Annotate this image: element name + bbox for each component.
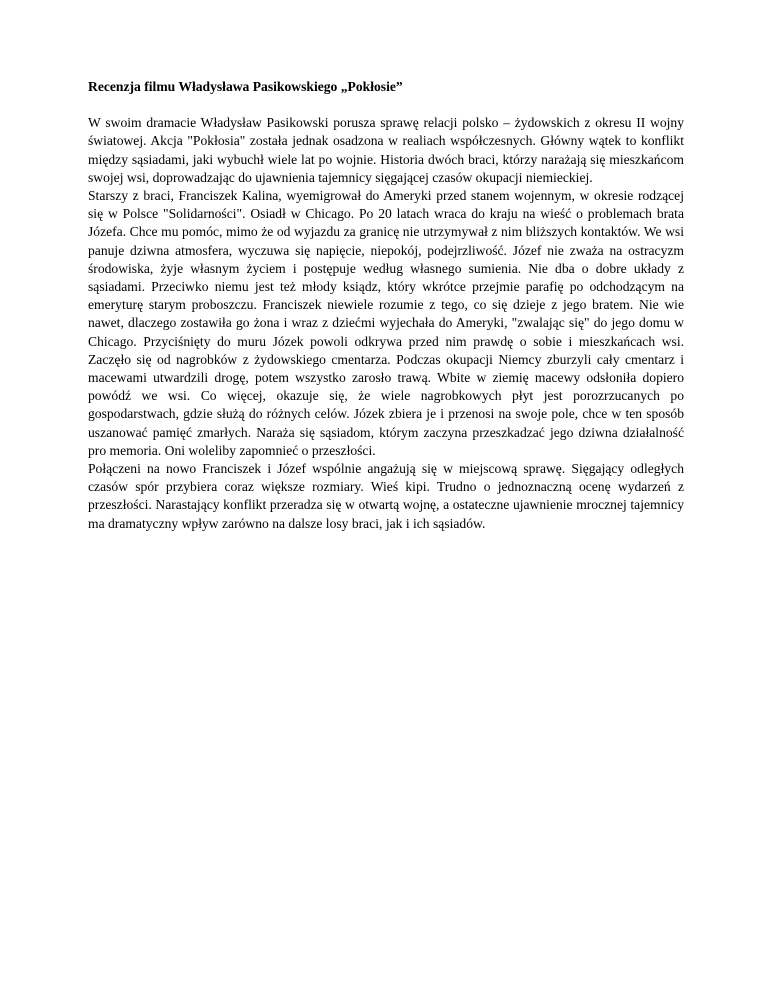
paragraph-plot: Starszy z braci, Franciszek Kalina, wyemigrował do Ameryki przed stanem wojennym, w okresie rodzącej się w Polsce "Solidarności". Osiadł w Chicago. Po 20 latach wraca do kraju na wieść o problemach brata Józefa. Chce mu pomóc, mimo że od wyjazdu za granicę nie utrzymywał z nim bliższych kontaktów. We wsi panuje dziwna atmosfera, wyczuwa się napięcie, niepokój, podejrzliwość. Józef nie zważa na ostracyzm środowiska, żyje własnym życiem i postępuje według własnego sumienia. Nie dba o dobre układy z sąsiadami. Przeciwko niemu jest też młody ksiądz, który wkrótce przejmie parafię po odchodzącym na emeryturę starym proboszczu. Franciszek niewiele rozumie z tego, co się dzieje z jego bratem. Nie wie nawet, dlaczego zostawiła go żona i wraz z dziećmi wyjechała do Ameryki, "zwalając się" do jego domu w Chicago. Przyciśnięty do muru Józek powoli odkrywa przed nim prawdę o sobie i mieszkańcach wsi. Zaczęło się od nagrobków z żydowskiego cmentarza. Podczas okupacji Niemcy zburzyli cały cmentarz i macewami utwardzili drogę, potem wszystko zarosło trawą. Wbite w ziemię macewy odsłoniła dopiero powódź we wsi. Co więcej, okazuje się, że wiele nagrobkowych płyt jest porozrzucanych po gospodarstwach, gdzie służą do różnych celów. Józek zbiera je i przenosi na swoje pole, chce w ten sposób uszanować pamięć zmarłych. Naraża się sąsiadom, którym zaczyna przeszkadzać jego dziwna działalność pro memoria. Oni woleliby zapomnieć o przeszłości. [88,188,684,458]
document-title: Recenzja filmu Władysława Pasikowskiego „Pokłosie” [88,79,403,94]
document-page [88,78,684,533]
paragraph-intro: W swoim dramacie Władysław Pasikowski porusza sprawę relacji polsko – żydowskich z okresu II wojny światowej. Akcja "Pokłosia" została jednak osadzona w realiach współczesnych. Główny wątek to konflikt między sąsiadami, jaki wybuchł wiele lat po wojnie. Historia dwóch braci, którzy narażają się mieszkańcom swojej wsi, doprowadzając do ujawnienia tajemnicy sięgającej czasów okupacji niemieckiej. [88,115,684,185]
paragraph-conclusion: Połączeni na nowo Franciszek i Józef wspólnie angażują się w miejscową sprawę. Sięgający odległych czasów spór przybiera coraz większe rozmiary. Wieś kipi. Trudno o jednoznaczną ocenę wydarzeń z przeszłości. Narastający konflikt przeradza się w otwartą wojnę, a ostateczne ujawnienie mrocznej tajemnicy ma dramatyczny wpływ zarówno na dalsze losy braci, jak i ich sąsiadów. [88,461,684,531]
